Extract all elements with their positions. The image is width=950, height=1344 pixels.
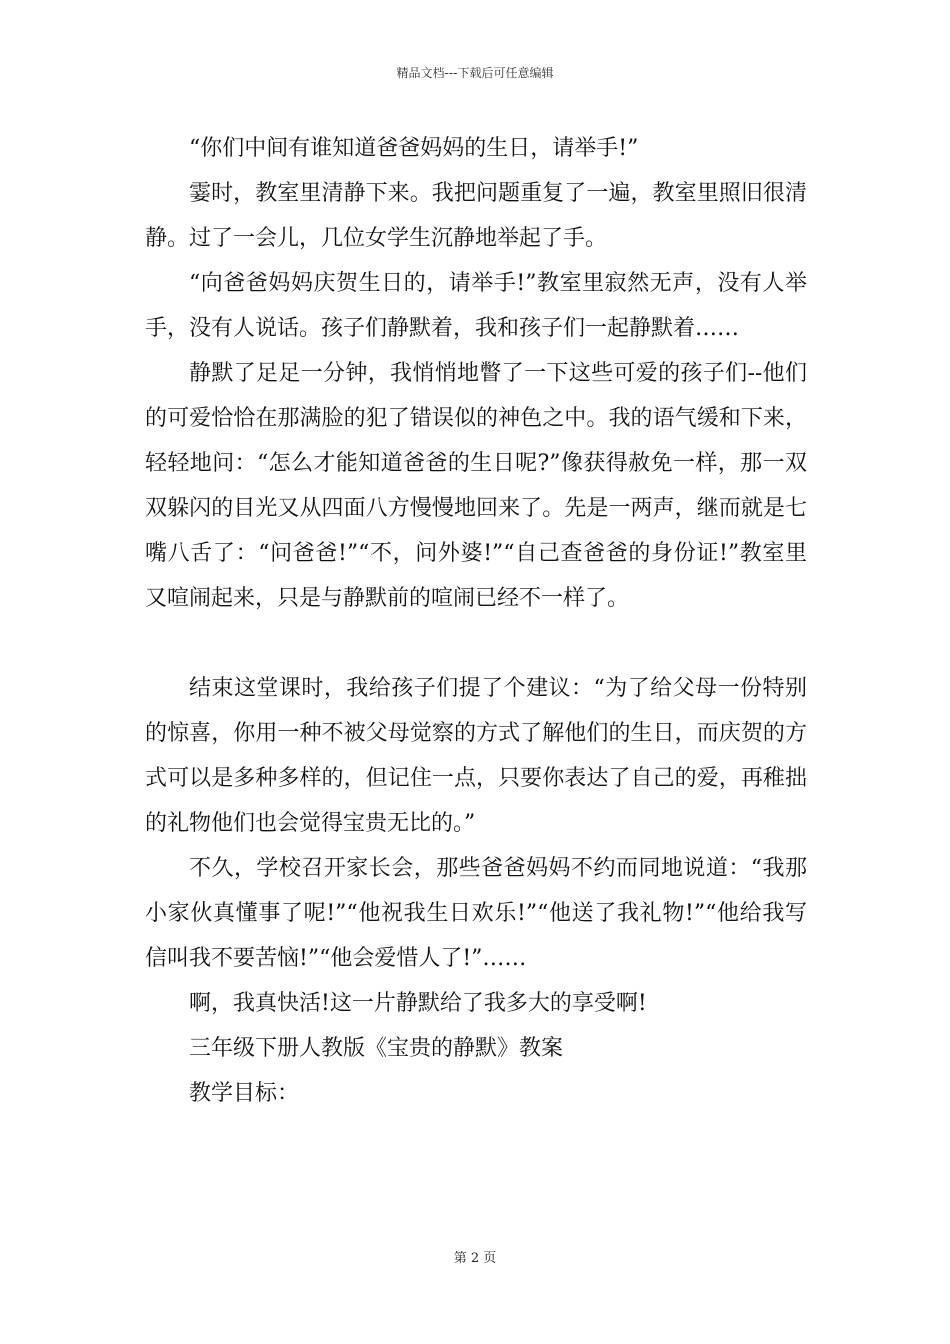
paragraph: 教学目标： (189, 1081, 300, 1106)
paragraph: 静默了足足一分钟，我悄悄地瞥了一下这些可爱的孩子们--他们的可爱恰恰在那满脸的犯了错误似的神色之中。我的语气缓和下来，轻轻地问：“怎么才能知道爸爸的生日呢?”像获得赦免一样，那一双双躲闪的目光又从四面八方慢慢地回来了。先是一两声，继而就是七嘴八舌了：“问爸爸!”“不，问外婆!”“自己查爸爸的身份证!”教室里又喧闹起来，只是与静默前的喧闹已经不一样了。 (145, 361, 807, 611)
paragraph: 啊，我真快活!这一片静默给了我多大的享受啊! (189, 991, 647, 1016)
paragraph: 霎时，教室里清静下来。我把问题重复了一遍，教室里照旧很清静。过了一会儿，几位女学生沉静地举起了手。 (145, 181, 807, 251)
paragraph: 三年级下册人教版《宝贵的静默》教案 (189, 1036, 564, 1061)
document-body (145, 126, 807, 1116)
paragraph: 结束这堂课时，我给孩子们提了个建议：“为了给父母一份特别的惊喜，你用一种不被父母觉察的方式了解他们的生日，而庆贺的方式可以是多种多样的，但记住一点，只要你表达了自己的爱，再稚拙的礼物他们也会觉得宝贵无比的。” (145, 676, 807, 836)
paragraph: 不久，学校召开家长会，那些爸爸妈妈不约而同地说道：“我那小家伙真懂事了呢!”“他祝我生日欢乐!”“他送了我礼物!”“他给我写信叫我不要苦恼!”“他会爱惜人了!”…… (145, 856, 807, 971)
paragraph: “你们中间有谁知道爸爸妈妈的生日，请举手!” (189, 136, 639, 161)
page-number: 第 2 页 (453, 1251, 497, 1266)
paragraph: “向爸爸妈妈庆贺生日的，请举手!”教室里寂然无声，没有人举手，没有人说话。孩子们静默着，我和孩子们一起静默着…… (145, 271, 807, 341)
page-header: 精品文档---下载后可任意编辑 (396, 66, 554, 80)
